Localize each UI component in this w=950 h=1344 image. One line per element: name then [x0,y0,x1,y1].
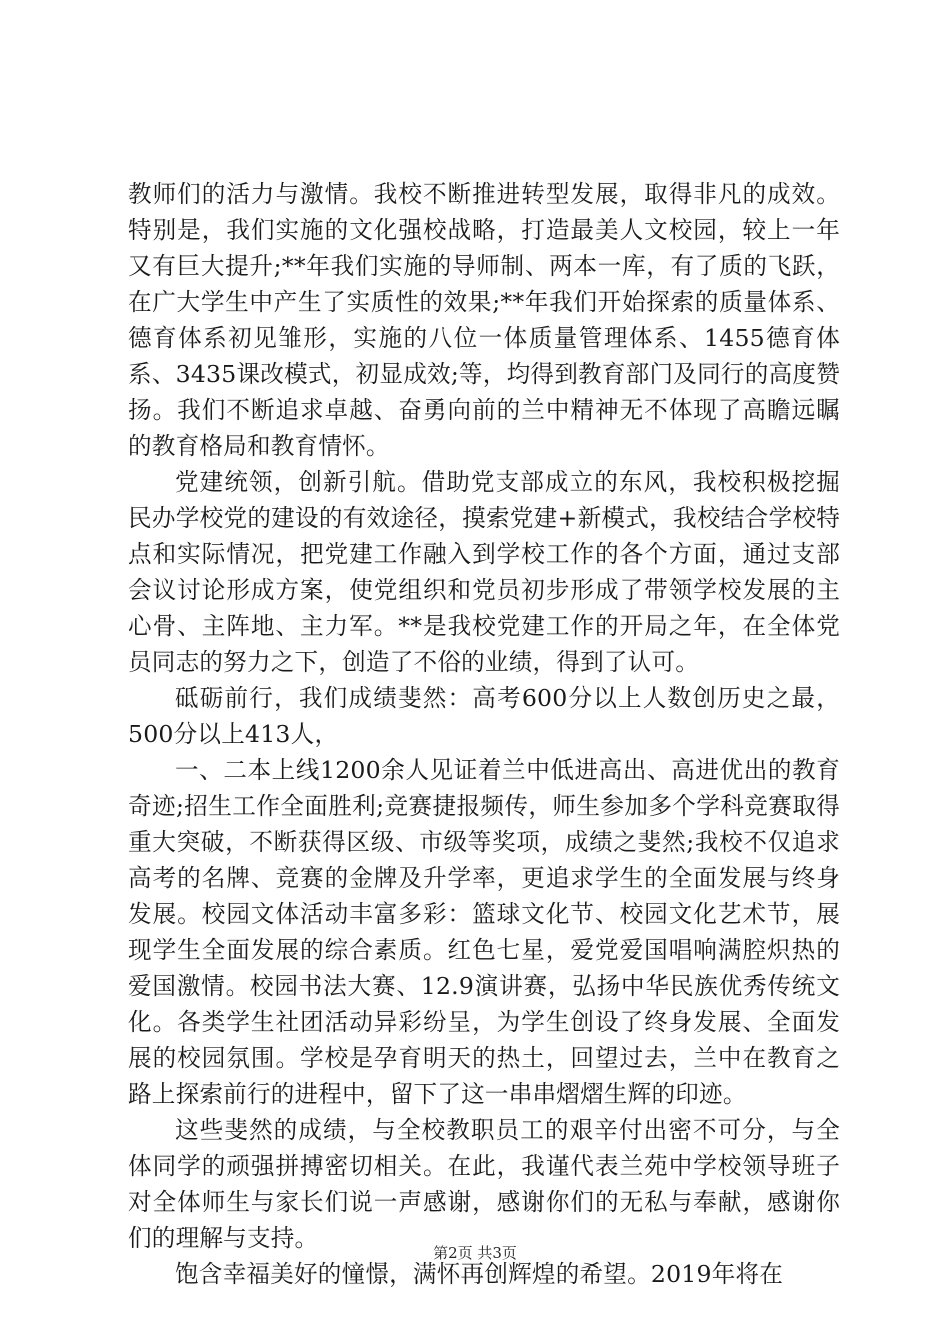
paragraph-outlook: 饱含幸福美好的憧憬，满怀再创辉煌的希望。2019年将在 [175,1260,784,1288]
paragraph-party-building: 党建统领，创新引航。借助党支部成立的东风，我校积极挖掘民办学校党的建设的有效途径，摸索党建+新模式，我校结合学校特点和实际情况，把党建工作融入到学校工作的各个方面，通过支部会议讨论形成方案，使党组织和党员初步形成了带领学校发展的主心骨、主阵地、主力军。**是我校党建工作的开局之年，在全体党员同志的努力之下，创造了不俗的业绩，得到了认可。 [128,468,840,676]
paragraph-thanks: 这些斐然的成绩，与全校教职员工的艰辛付出密不可分，与全体同学的顽强拼搏密切相关。在此，我谨代表兰苑中学校领导班子对全体师生与家长们说一声感谢，感谢你们的无私与奉献，感谢你们的理解与支持。 [128,1116,840,1252]
paragraph-results: 一、二本上线1200余人见证着兰中低进高出、高进优出的教育奇迹;招生工作全面胜利;竞赛捷报频传，师生参加多个学科竞赛取得重大突破，不断获得区级、市级等奖项，成绩之斐然;我校不仅追求高考的名牌、竞赛的金牌及升学率，更追求学生的全面发展与终身发展。校园文体活动丰富多彩：篮球文化节、校园文化艺术节，展现学生全面发展的综合素质。红色七星，爱党爱国唱响满腔炽热的爱国激情。校园书法大赛、12.9演讲赛，弘扬中华民族优秀传统文化。各类学生社团活动异彩纷呈，为学生创设了终身发展、全面发展的校园氛围。学校是孕育明天的热土，回望过去，兰中在教育之路上探索前行的进程中，留下了这一串串熠熠生辉的印迹。 [128,756,840,1108]
document-body [128,176,840,1292]
page-number: 第2页 共3页 [433,1244,517,1262]
paragraph-achievements: 砥砺前行，我们成绩斐然：高考600分以上人数创历史之最，500分以上413人， [128,684,840,748]
paragraph-continuation: 教师们的活力与激情。我校不断推进转型发展，取得非凡的成效。特别是，我们实施的文化强校战略，打造最美人文校园，较上一年又有巨大提升;**年我们实施的导师制、两本一库，有了质的飞跃，在广大学生中产生了实质性的效果;**年我们开始探索的质量体系、德育体系初见雏形，实施的八位一体质量管理体系、1455德育体系、3435课改模式，初显成效;等，均得到教育部门及同行的高度赞扬。我们不断追求卓越、奋勇向前的兰中精神无不体现了高瞻远瞩的教育格局和教育情怀。 [128,180,840,460]
